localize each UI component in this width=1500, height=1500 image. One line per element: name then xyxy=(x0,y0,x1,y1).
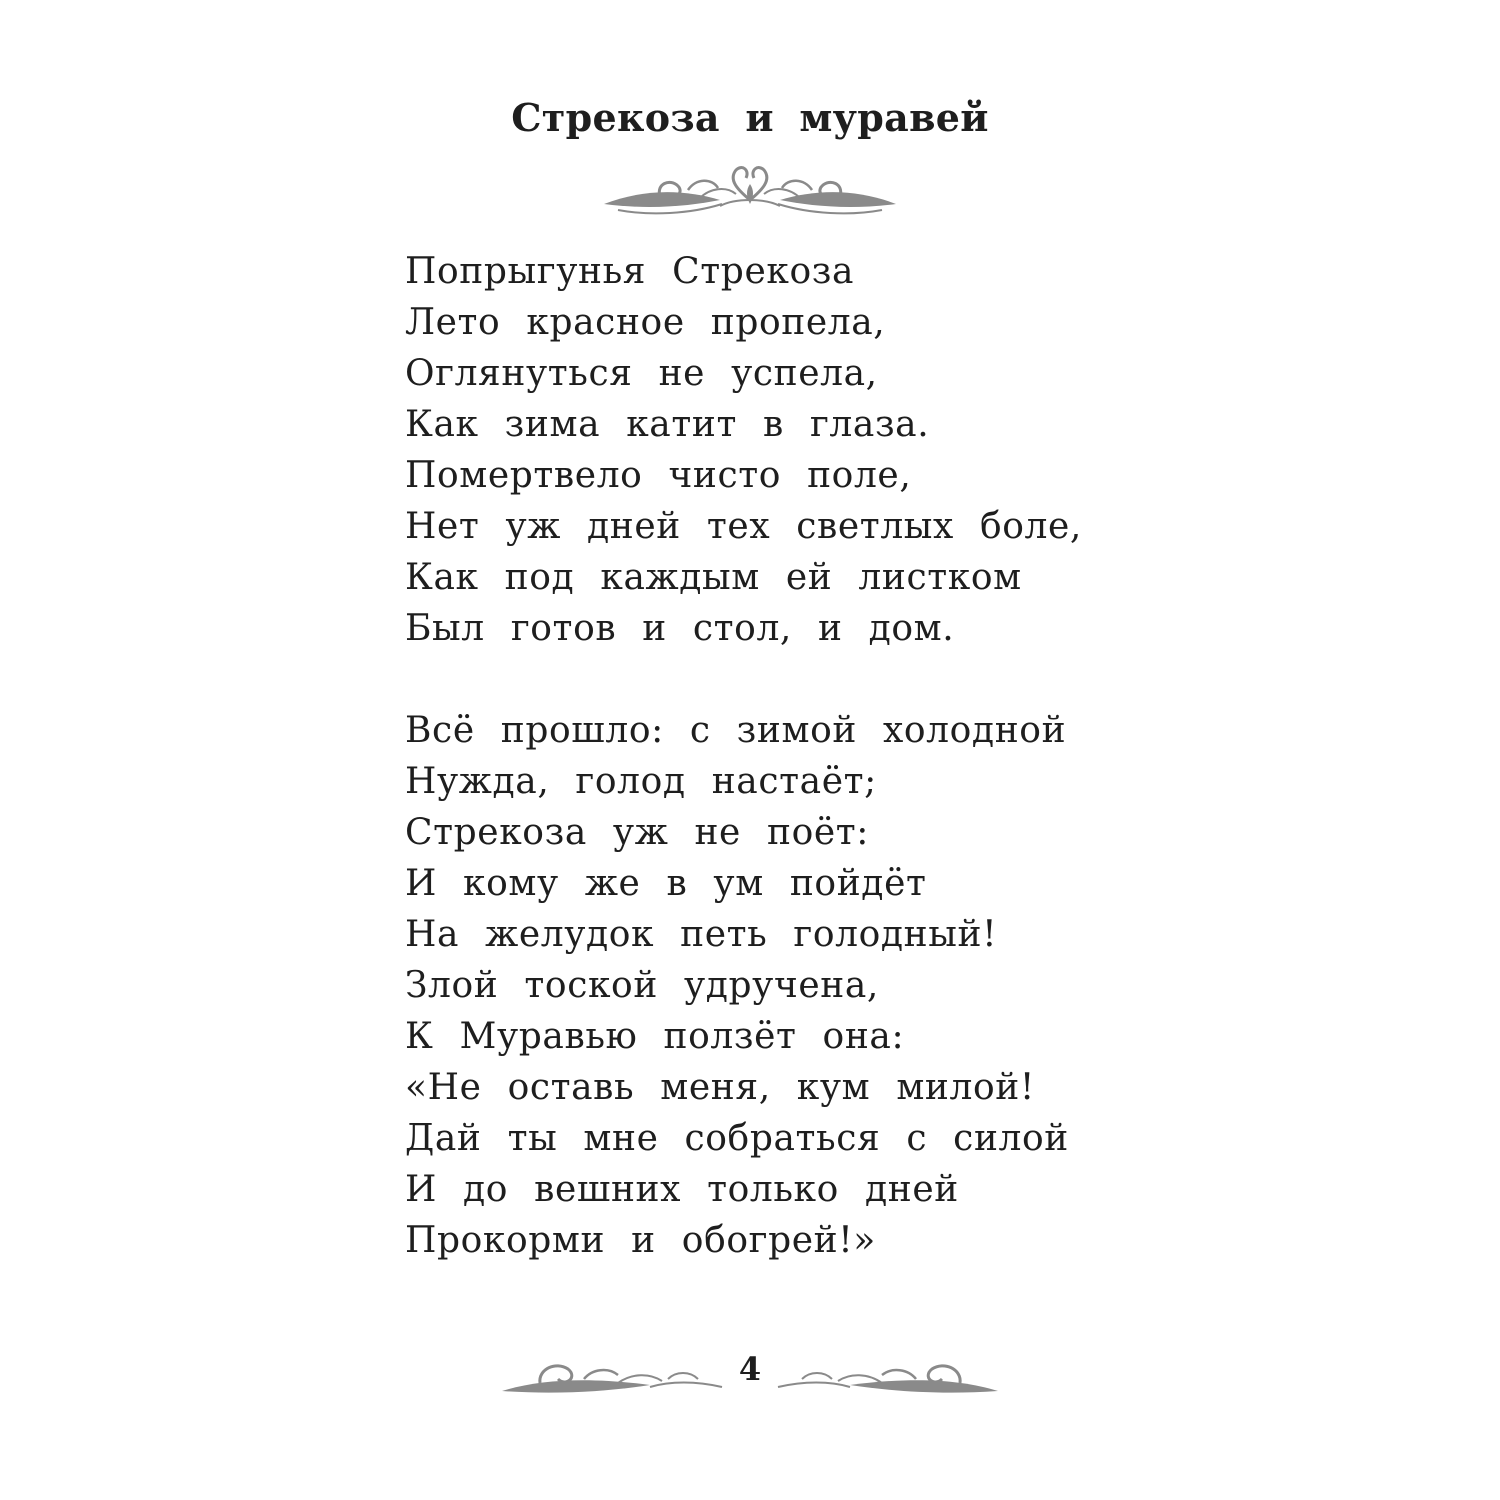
footer-ornament-right xyxy=(775,1353,1000,1399)
poem-line: Оглянуться не успела, xyxy=(405,353,878,394)
poem-line: Лето красное пропела, xyxy=(405,302,886,343)
poem-line: Прокорми и обогрей!» xyxy=(405,1220,876,1261)
page-title: Стрекоза и муравей xyxy=(511,95,989,140)
footer-ornament-left xyxy=(500,1353,725,1399)
poem-line: И кому же в ум пойдёт xyxy=(405,863,927,904)
poem-line: Как под каждым ей листком xyxy=(405,557,1022,598)
poem-line: Помертвело чисто поле, xyxy=(405,455,912,496)
poem-line: «Не оставь меня, кум милой! xyxy=(405,1067,1035,1108)
poem-line: Нет уж дней тех светлых боле, xyxy=(405,506,1082,547)
poem-line: К Муравью ползёт она: xyxy=(405,1016,905,1057)
stanza xyxy=(405,705,1405,1266)
poem-line: Как зима катит в глаза. xyxy=(405,404,930,445)
title-ornament xyxy=(600,160,900,220)
poem-line: Нужда, голод настаёт; xyxy=(405,761,877,802)
poem-line: На желудок петь голодный! xyxy=(405,914,998,955)
page-number: 4 xyxy=(738,1350,762,1388)
poem-body xyxy=(405,246,1405,1266)
poem-line: И до вешних только дней xyxy=(405,1169,959,1210)
poem-line: Дай ты мне собраться с силой xyxy=(405,1118,1069,1159)
poem-line: Стрекоза уж не поёт: xyxy=(405,812,870,853)
stanza xyxy=(405,246,1405,654)
poem-line: Всё прошло: с зимой холодной xyxy=(405,710,1067,751)
page-footer xyxy=(0,1345,1500,1405)
poem-line: Злой тоской удручена, xyxy=(405,965,879,1006)
poem-line: Был готов и стол, и дом. xyxy=(405,608,955,649)
poem-line: Попрыгунья Стрекоза xyxy=(405,251,855,292)
